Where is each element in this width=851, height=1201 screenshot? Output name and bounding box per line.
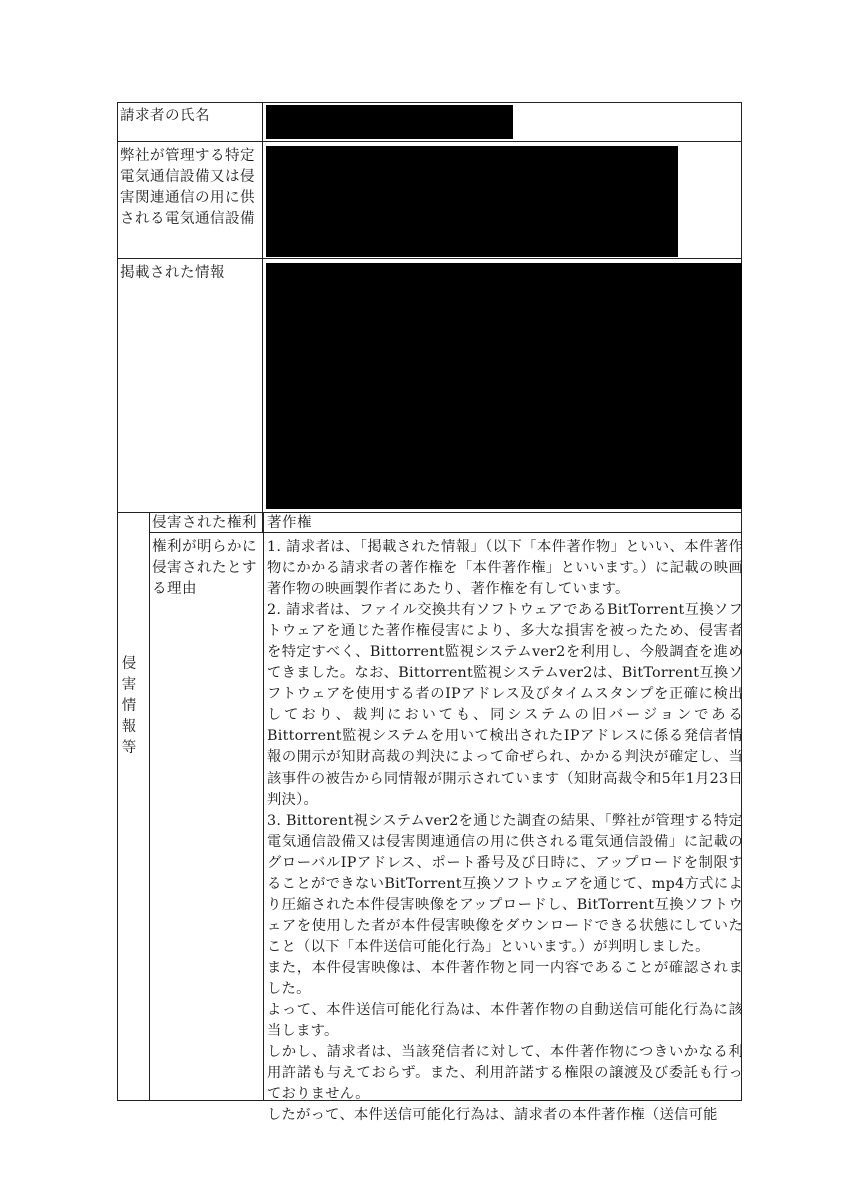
reason-paragraph: 1. 請求者は、「掲載された情報」（以下「本件著作物」といい、本件著作物にかかる請求者の著作権を「本件著作権」といいます。）に記載の映画著作物の映画製作者にあたり、著作権を有しています。 bbox=[267, 539, 743, 598]
redacted-equipment-info bbox=[266, 146, 678, 257]
infringement-info-section-label bbox=[119, 654, 139, 759]
section-label-char: 害 bbox=[121, 677, 137, 693]
infringement-reason-text bbox=[267, 537, 743, 1126]
redacted-posted-info bbox=[266, 263, 742, 509]
infringed-right-value: 著作権 bbox=[267, 515, 312, 531]
requester-name-label: 請求者の氏名 bbox=[120, 108, 210, 124]
table-border-row2 bbox=[117, 258, 742, 259]
reason-paragraph: 2. 請求者は、ファイル交換共有ソフトウェアであるBitTorrent互換ソフトウェアを通じた著作権侵害により、多大な損害を被ったため、侵害者を特定すべく、Bittorrent監視システムver2を利用し、今般調査を進めてきました。なお、Bittorrent監視システムver2は、BitTorrent互換ソフトウェアを使用する者のIPアドレス及びタイムスタンプを正確に検出しており、裁判においても、同システムの旧バージョンであるBittorrent監視システムを用いて検出されたIPアドレスに係る発信者情報の開示が知財高裁の判決によって命ぜられ、かかる判決が確定し、当該事件の被告から同情報が開示されています（知財高裁令和5年1月23日判決）。 bbox=[267, 602, 743, 808]
posted-info-label: 掲載された情報 bbox=[120, 265, 225, 281]
equipment-label: 弊社が管理する特定電気通信設備又は侵害関連通信の用に供される電気通信設備 bbox=[120, 148, 255, 227]
table-border-sublabel-col bbox=[263, 512, 264, 1101]
table-border-top bbox=[117, 102, 742, 103]
table-border-row1 bbox=[117, 141, 742, 142]
section-label-char: 報 bbox=[121, 719, 137, 735]
infringed-right-label: 侵害された権利 bbox=[152, 515, 257, 531]
table-border-label-col bbox=[262, 102, 263, 533]
section-label-char: 情 bbox=[121, 698, 137, 714]
reason-paragraph: しかし、請求者は、当該発信者に対して、本件著作物につきいかなる利用許諾も与えておらず。また、利用許諾する権限の譲渡及び委託も行っておりません。 bbox=[267, 1044, 743, 1103]
reason-paragraph: したがって、本件送信可能化行為は、請求者の本件著作権（送信可能 bbox=[267, 1107, 718, 1124]
table-border-left bbox=[117, 102, 118, 1101]
table-border-section-col bbox=[149, 512, 150, 1101]
reason-paragraph: また，本件侵害映像は、本件著作物と同一内容であることが確認されました。 bbox=[267, 959, 743, 997]
reason-paragraph: 3. Bittorent視システムver2を通じた調査の結果、「弊社が管理する特定電気通信設備又は侵害関連通信の用に供される電気通信設備」に記載のグローバルIPアドレス、ポート番号及び日時に、アップロードを制限することができないBitTorrent互換ソフトウェアを通じて、mp4方式により圧縮された本件侵害映像をアップロードし、BitTorrent互換ソフトウェアを使用した者が本件侵害映像をダウンロードできる状態にしていたこと（以下「本件送信可能化行為」といいます。）が判明しました。 bbox=[267, 812, 743, 955]
reason-paragraph: よって、本件送信可能化行為は、本件著作物の自動送信可能化行為に該当します。 bbox=[267, 1002, 743, 1040]
infringement-reason-label: 権利が明らかに侵害されたとする理由 bbox=[152, 539, 257, 597]
section-label-char: 等 bbox=[121, 740, 137, 756]
redacted-requester-name bbox=[266, 105, 513, 139]
section-label-char: 侵 bbox=[121, 656, 137, 672]
